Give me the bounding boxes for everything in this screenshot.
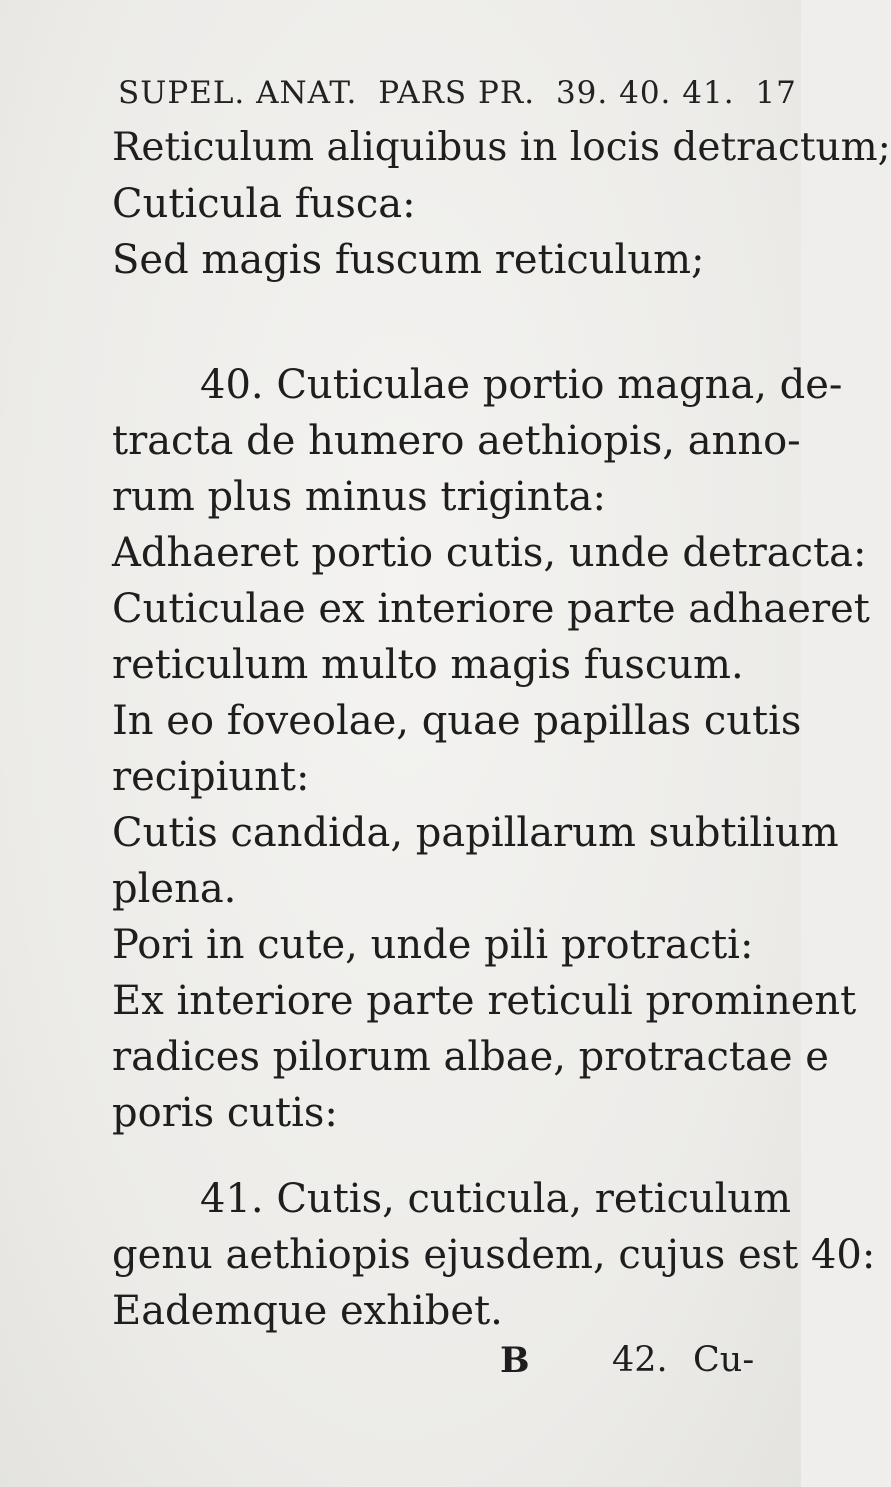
text-line: 40. Cuticulae portio magna, de- [200,362,843,408]
text-line: genu aethiopis ejusdem, cujus est 40: [112,1232,876,1278]
signature-mark: B [500,1340,530,1381]
text-line: plena. [112,866,237,912]
text-line: Cuticulae ex interiore parte adhaeret [112,586,870,632]
header-section-title: SUPEL. ANAT. [118,75,358,111]
text-line: recipiunt: [112,754,310,800]
text-line: In eo foveolae, quae papillas cutis [112,698,802,744]
header-page-number: 17 [755,75,797,111]
text-line: Cuticula fusca: [112,181,416,227]
header-pars: PARS PR. [378,75,536,111]
running-header [118,75,798,111]
text-line: radices pilorum albae, protractae e [112,1034,829,1080]
footer-page-number: 42. [612,1340,668,1380]
text-line: Pori in cute, unde pili protracti: [112,922,754,968]
header-item-numbers: 39. 40. 41. [555,75,735,111]
text-line: Adhaeret portio cutis, unde detracta: [112,530,867,576]
text-line: Eademque exhibet. [112,1288,503,1334]
text-line: rum plus minus triginta: [112,474,606,520]
text-line: 41. Cutis, cuticula, reticulum [200,1176,792,1222]
text-line: tracta de humero aethiopis, anno- [112,418,801,464]
text-line: Cutis candida, papillarum subtilium [112,810,839,856]
text-line: Reticulum aliquibus in locis detractum; [112,125,891,170]
text-line: reticulum multo magis fuscum. [112,642,744,688]
text-line: poris cutis: [112,1090,338,1136]
catchword: Cu- [693,1340,755,1380]
text-line: Sed magis fuscum reticulum; [112,237,705,283]
text-line: Ex interiore parte reticuli prominent [112,978,857,1024]
